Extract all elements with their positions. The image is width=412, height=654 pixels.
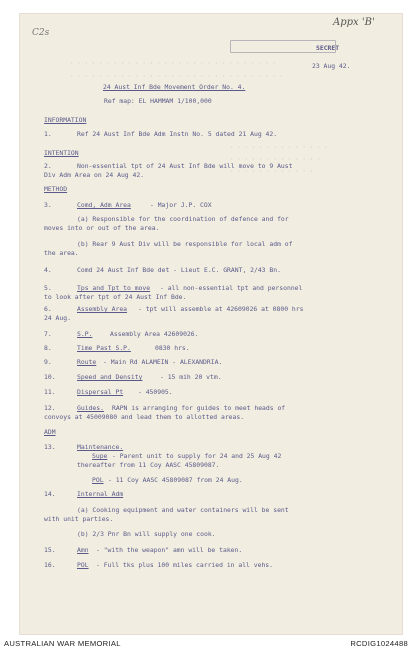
para-3a-line-1: (a) Responsible for the coordination of defence and for (77, 215, 289, 223)
para-16-label: POL (77, 561, 89, 569)
para-6-line-1: - tpt will assemble at 42609026 at 0800 hrs (138, 305, 304, 313)
para-13-supe-line-1: - Parent unit to supply for 24 and 25 Aug 42 (112, 452, 282, 460)
para-4-number: 4. (44, 266, 52, 274)
para-8-label: Time Past S.P. (77, 344, 131, 352)
para-11-label: Dispersal Pt (77, 388, 124, 396)
document-date: 23 Aug 42. (312, 62, 351, 70)
para-5-label: Tps and Tpt to move (77, 284, 151, 292)
para-5-number: 5. (44, 284, 52, 292)
handwritten-corner-note: C2s (32, 28, 50, 38)
para-9-value: - Main Rd ALAMEIN - ALEXANDRIA. (103, 358, 223, 366)
para-6-number: 6. (44, 305, 52, 313)
para-8-value: 0830 hrs. (155, 344, 190, 352)
para-11-number: 11. (44, 388, 56, 396)
para-10-label: Speed and Density (77, 373, 143, 381)
para-15-value: - "with the weapon" amn will be taken. (96, 546, 243, 554)
handwritten-appendix-note: Appx 'B' (333, 17, 375, 28)
para-16-number: 16. (44, 561, 56, 569)
para-8-number: 8. (44, 344, 52, 352)
archive-footer-label: AUSTRALIAN WAR MEMORIAL (4, 639, 121, 648)
para-15-label: Amn (77, 546, 89, 554)
para-14-number: 14. (44, 490, 56, 498)
para-3-label: Comd, Adm Area (77, 201, 131, 209)
para-12-label: Guides. (77, 404, 104, 412)
para-5-line-1: - all non-essential tpt and personnel (160, 284, 303, 292)
bleed-through: · · · · · · · · · · · · · · (230, 144, 328, 151)
map-reference: Ref map: EL HAMMAM 1/100,000 (104, 97, 212, 105)
archive-footer-id: RCDIG1024488 (350, 639, 408, 648)
stamp-frame (230, 40, 336, 53)
para-13-pol-text: - 11 Coy AASC 45809087 from 24 Aug. (108, 476, 243, 484)
para-2-line-1: Non-essential tpt of 24 Aust Inf Bde will move to 9 Aust (77, 162, 293, 170)
para-6-line-2: 24 Aug. (44, 314, 71, 322)
para-16-value: - Full tks plus 100 miles carried in all vehs. (96, 561, 273, 569)
document-title: 24 Aust Inf Bde Movement Order No. 4. (103, 83, 246, 91)
section-heading-method: METHOD (44, 185, 68, 193)
para-13-supe-line-2: thereafter from 11 Coy AASC 45809087. (77, 461, 220, 469)
para-2-line-2: Div Adm Area on 24 Aug 42. (44, 171, 145, 179)
para-1-number: 1. (44, 130, 52, 138)
para-5-line-2: to look after tpt of 24 Aust Inf Bde. (44, 293, 187, 301)
bleed-through: · · · · · · · · · · · · · (230, 156, 321, 163)
para-13-number: 13. (44, 443, 56, 451)
para-12-line-1: RAPN is arranging for guides to meet heads of (112, 404, 286, 412)
para-11-value: - 450905. (138, 388, 173, 396)
section-heading-information: INFORMATION (44, 116, 87, 124)
para-3-value: - Major J.P. COX (150, 201, 212, 209)
para-1-text: Ref 24 Aust Inf Bde Adm Instn No. 5 dated 21 Aug 42. (77, 130, 278, 138)
para-4-text: Comd 24 Aust Inf Bde det - Lieut E.C. GRANT, 2/43 Bn. (77, 266, 281, 274)
para-15-number: 15. (44, 546, 56, 554)
para-2-number: 2. (44, 162, 52, 170)
para-12-number: 12. (44, 404, 56, 412)
section-heading-intention: INTENTION (44, 149, 79, 157)
para-7-label: S.P. (77, 330, 93, 338)
para-9-number: 9. (44, 358, 52, 366)
bleed-through: · · · · · · · · · · · · (230, 168, 314, 175)
para-14b-text: (b) 2/3 Pnr Bn will supply one cook. (77, 530, 216, 538)
section-heading-adm: ADM (44, 428, 56, 436)
bleed-through: · · · · · · · · · · · · · · · · · · · · · · · · · · · · · · (70, 73, 284, 80)
para-14-label: Internal Adm (77, 490, 124, 498)
para-12-line-2: convoys at 45009080 and lead them to allotted areas. (44, 413, 245, 421)
para-14a-line-2: with unit parties. (44, 515, 114, 523)
para-13-label: Maintenance. (77, 443, 124, 451)
para-7-number: 7. (44, 330, 52, 338)
para-10-value: - 15 mih 20 vtm. (160, 373, 222, 381)
para-10-number: 10. (44, 373, 56, 381)
classification: SECRET (316, 44, 340, 52)
para-3b-line-2: the area. (44, 249, 79, 257)
para-7-value: Assembly Area 42609026. (110, 330, 199, 338)
para-3-number: 3. (44, 201, 52, 209)
para-3b-line-1: (b) Rear 9 Aust Div will be responsible for local adm of (77, 240, 293, 248)
para-9-label: Route (77, 358, 97, 366)
para-14a-line-1: (a) Cooking equipment and water containers will be sent (77, 506, 289, 514)
para-13-pol-label: POL (92, 476, 104, 484)
bleed-through: · · · · · · · · · · · · · · · · · · · · · · · · · · · · · (70, 60, 276, 67)
para-6-label: Assembly Area (77, 305, 128, 313)
para-13-supe-label: Supe (92, 452, 108, 460)
document-page (20, 14, 402, 634)
para-3a-line-2: moves into or out of the area. (44, 224, 160, 232)
